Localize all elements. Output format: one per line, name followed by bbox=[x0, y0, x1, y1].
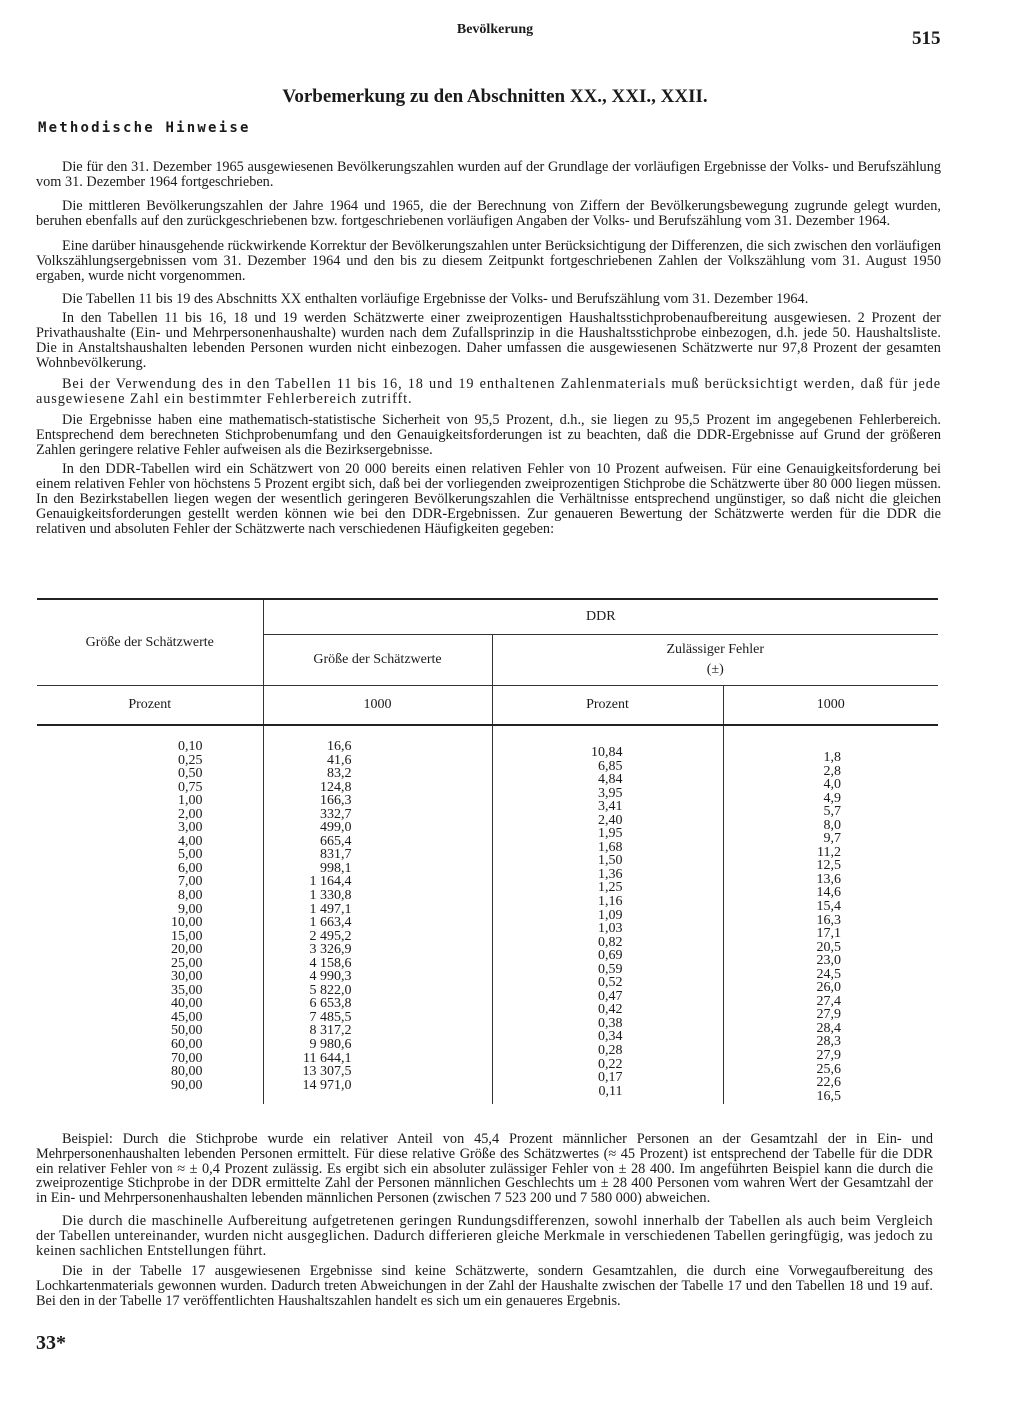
table-cell: 998,1 bbox=[320, 860, 352, 876]
table-cell: 0,59 bbox=[598, 961, 623, 977]
table-cell: 3 326,9 bbox=[309, 942, 352, 958]
table-cell: 665,4 bbox=[320, 833, 352, 849]
table-cell: 0,50 bbox=[178, 766, 203, 782]
table-cell: 0,52 bbox=[598, 975, 623, 991]
table-cell: 41,6 bbox=[327, 752, 352, 768]
table-cell: 6,85 bbox=[598, 758, 623, 774]
table-cell: 13,6 bbox=[816, 871, 841, 887]
table-cell: 0,22 bbox=[598, 1056, 623, 1072]
table-cell: 4,9 bbox=[823, 790, 841, 806]
table-cell: 5,00 bbox=[178, 847, 203, 863]
table-cell: 3,95 bbox=[598, 785, 623, 801]
table-cell: 1 164,4 bbox=[309, 874, 352, 890]
table-cell: 4,84 bbox=[598, 772, 623, 788]
table-cell: 332,7 bbox=[320, 806, 352, 822]
table-cell: 14 971,0 bbox=[302, 1077, 352, 1093]
table-cell: 10,84 bbox=[591, 745, 623, 760]
group-header-ddr: DDR bbox=[263, 599, 938, 635]
column-size-percent bbox=[37, 725, 263, 1104]
table-cell: 10,00 bbox=[171, 915, 203, 931]
table-cell: 24,5 bbox=[816, 966, 841, 982]
table-cell: 4,0 bbox=[823, 777, 841, 793]
table-cell: 8 317,2 bbox=[309, 1023, 352, 1039]
unit-1000-error: 1000 bbox=[723, 686, 938, 726]
table-cell: 8,00 bbox=[178, 888, 203, 904]
paragraph-rounding: Die durch die maschinelle Aufbereitung aufgetretenen geringen Rundungsdifferenzen, sowohl innerhalb der Tabellen als auch beim Vergleich der Tabellen untereinander, wurden nicht ausgeglichen. Dadurch differieren gleiche Merkmale in verschiedenen Tabellen geringfügig, was jedoch zu keinen sachlichen Entstellungen führt. bbox=[36, 1212, 933, 1259]
table-cell: 1,25 bbox=[598, 880, 623, 896]
page-title: Vorbemerkung zu den Abschnitten XX., XXI., XXII. bbox=[282, 86, 708, 107]
table-cell: 28,3 bbox=[816, 1034, 841, 1050]
table-cell: 4 990,3 bbox=[309, 969, 352, 985]
table-cell: 1,16 bbox=[598, 894, 623, 910]
error-header-sub: (±) bbox=[706, 662, 724, 677]
table-cell: 27,9 bbox=[816, 1007, 841, 1023]
table-cell: 83,2 bbox=[327, 766, 352, 782]
table-cell: 0,38 bbox=[598, 1015, 623, 1031]
unit-prozent-error: Prozent bbox=[492, 686, 723, 726]
page-number: 515 bbox=[912, 28, 941, 49]
signature-mark: 33* bbox=[36, 1332, 66, 1354]
running-header: Bevölkerung bbox=[456, 22, 534, 37]
table-cell: 45,00 bbox=[171, 1009, 203, 1025]
intro-paragraphs bbox=[36, 160, 941, 537]
table-cell: 1 497,1 bbox=[309, 901, 352, 917]
table-cell: 16,5 bbox=[816, 1088, 841, 1104]
table-cell: 4 158,6 bbox=[309, 955, 352, 971]
section-heading: Methodische Hinweise bbox=[38, 120, 251, 136]
table-cell: 20,00 bbox=[171, 942, 203, 958]
table-cell: 25,6 bbox=[816, 1061, 841, 1077]
table-cell: 9,00 bbox=[178, 901, 203, 917]
table-cell: 0,28 bbox=[598, 1043, 623, 1059]
unit-prozent: Prozent bbox=[37, 686, 263, 726]
table-cell: 166,3 bbox=[320, 793, 352, 809]
error-table bbox=[37, 598, 938, 1104]
table-cell: 40,00 bbox=[171, 996, 203, 1012]
column-error-1000 bbox=[723, 725, 938, 1104]
table-cell: 11 644,1 bbox=[303, 1050, 352, 1066]
table-cell: 7 485,5 bbox=[309, 1009, 352, 1025]
table-cell: 0,42 bbox=[598, 1002, 623, 1018]
table-cell: 1,00 bbox=[178, 793, 203, 809]
col-header-size-ddr: Größe der Schätzwerte bbox=[263, 635, 492, 686]
table-cell: 499,0 bbox=[320, 820, 352, 836]
table-cell: 1 330,8 bbox=[309, 888, 352, 904]
paragraph-1: Die für den 31. Dezember 1965 ausgewiesenen Bevölkerungszahlen wurden auf der Grundlage der vorläufigen Ergebnisse der Volks- und Berufszählung vom 31. Dezember 1964 fortgeschrieben. bbox=[36, 159, 941, 190]
table-cell: 26,0 bbox=[816, 980, 841, 996]
table-cell: 0,10 bbox=[178, 739, 203, 754]
table-cell: 5 822,0 bbox=[309, 982, 352, 998]
paragraph-table17: Die in der Tabelle 17 ausgewiesenen Ergebnisse sind keine Schätzwerte, sondern Gesamtzahlen, die durch eine Vorwegaufbereitung des Lochkartenmaterials gewonnen wurden. Dadurch treten Abweichungen in der Zahl der Haushalte zwischen der Tabelle 17 und den Tabellen 18 und 19 auf. Bei den in der Tabelle 17 veröffentlichten Haushaltszahlen handelt es sich um ein genaueres Ergebnis. bbox=[36, 1263, 933, 1309]
table-cell: 1,8 bbox=[823, 750, 841, 765]
paragraph-3: Eine darüber hinausgehende rückwirkende Korrektur der Bevölkerungszahlen unter Berücksichtigung der Differenzen, die sich zwischen den vorläufigen Volkszählungsergebnissen vom 31. Dezember 1964 und den bis zu diesem Zeitpunkt fortgeschriebenen Zahlen der Volkszählung vom 31. August 1950 ergaben, wurde nicht vorgenommen. bbox=[36, 238, 941, 284]
table-cell: 3,00 bbox=[178, 820, 203, 836]
table-cell: 5,7 bbox=[823, 804, 841, 820]
table-cell: 6 653,8 bbox=[309, 996, 352, 1012]
table-cell: 16,3 bbox=[816, 912, 841, 928]
table-cell: 124,8 bbox=[320, 779, 352, 795]
table-cell: 27,4 bbox=[816, 993, 841, 1009]
table-cell: 20,5 bbox=[816, 939, 841, 955]
table-cell: 831,7 bbox=[320, 847, 352, 863]
closing-paragraphs bbox=[36, 1132, 933, 1309]
table-cell: 2,00 bbox=[178, 806, 203, 822]
table-cell: 16,6 bbox=[327, 739, 352, 754]
table-cell: 0,82 bbox=[598, 934, 623, 950]
table-cell: 0,47 bbox=[598, 988, 623, 1004]
table-cell: 11,2 bbox=[817, 844, 841, 860]
table-cell: 2,8 bbox=[823, 763, 841, 779]
table-cell: 0,75 bbox=[178, 779, 203, 795]
table-cell: 90,00 bbox=[171, 1077, 203, 1093]
table-cell: 0,69 bbox=[598, 948, 623, 964]
table-cell: 7,00 bbox=[178, 874, 203, 890]
table-cell: 4,00 bbox=[178, 833, 203, 849]
column-size-1000 bbox=[263, 725, 492, 1104]
table-cell: 1,03 bbox=[598, 921, 623, 937]
table-cell: 1,95 bbox=[598, 826, 623, 842]
table-cell: 80,00 bbox=[171, 1064, 203, 1080]
paragraph-2: Die mittleren Bevölkerungszahlen der Jahre 1964 und 1965, die der Berechnung von Ziffern der Bevölkerungsbewegung zugrunde gelegt wurden, beruhen ebenfalls auf den zurückgeschriebenen bzw. fortgeschriebenen vorläufigen Angaben der Volks- und Berufszählung vom 31. Dezember 1964. bbox=[36, 198, 941, 229]
table-cell: 27,9 bbox=[816, 1048, 841, 1064]
table-cell: 14,6 bbox=[816, 885, 841, 901]
table-cell: 13 307,5 bbox=[302, 1064, 352, 1080]
table-cell: 0,25 bbox=[178, 752, 203, 768]
table-cell: 6,00 bbox=[178, 860, 203, 876]
table-cell: 0,17 bbox=[598, 1070, 623, 1086]
paragraph-7: Die Ergebnisse haben eine mathematisch-statistische Sicherheit von 95,5 Prozent, d.h., sie liegen zu 95,5 Prozent im angegebenen Fehlerbereich. Entsprechend dem berechneten Stichprobenumfang und den Genauigkeitsforderungen ist zu beachten, daß die DDR-Ergebnisse auf Grund der größeren Zahlen geringere relative Fehler aufweisen als die Bezirksergebnisse. bbox=[36, 412, 941, 458]
table-cell: 2 495,2 bbox=[309, 928, 352, 944]
table-cell: 25,00 bbox=[171, 955, 203, 971]
paragraph-8: In den DDR-Tabellen wird ein Schätzwert von 20 000 bereits einen relativen Fehler von 10 Prozent aufweisen. Für eine Genauigkeitsforderung bei einem relativen Fehler von höchstens 5 Prozent ergibt sich, daß bei der vorliegenden zweiprozentigen Stichprobe die Schätzwerte über 80 000 liegen müssen. In den Bezirkstabellen liegen wegen der wesentlich geringeren Bevölkerungszahlen die Verhältnisse entsprechend ungünstiger, so daß nicht die gleichen Genauigkeitsforderungen gestellt werden können wie bei den DDR-Ergebnissen. Zur genaueren Bewertung der Schätzwerte werden für die DDR die relativen und absoluten Fehler der Schätzwerte nach verschiedenen Häufigkeiten gegeben: bbox=[36, 461, 941, 537]
col-header-size: Größe der Schätzwerte bbox=[85, 634, 214, 650]
column-error-percent bbox=[492, 725, 723, 1104]
table-cell: 70,00 bbox=[171, 1050, 203, 1066]
table-cell: 17,1 bbox=[816, 926, 841, 942]
table-cell: 35,00 bbox=[171, 982, 203, 998]
table-cell: 1,09 bbox=[598, 907, 623, 923]
table-cell: 1,36 bbox=[598, 866, 623, 882]
col-header-error bbox=[492, 635, 938, 686]
table-cell: 9 980,6 bbox=[309, 1037, 352, 1053]
table-cell: 12,5 bbox=[816, 858, 841, 874]
paragraph-6: Bei der Verwendung des in den Tabellen 11 bis 16, 18 und 19 enthaltenen Zahlenmaterials muß berücksichtigt werden, daß für jede ausgewiesene Zahl ein bestimmter Fehlerbereich zutrifft. bbox=[36, 376, 941, 407]
table-cell: 15,4 bbox=[816, 899, 841, 915]
table-cell: 9,7 bbox=[823, 831, 841, 847]
table-cell: 0,11 bbox=[598, 1083, 623, 1099]
unit-1000: 1000 bbox=[263, 686, 492, 726]
error-header-label: Zulässiger Fehler bbox=[666, 642, 765, 657]
table-cell: 60,00 bbox=[171, 1037, 203, 1053]
table-cell: 2,40 bbox=[598, 812, 623, 828]
table-cell: 1 663,4 bbox=[309, 915, 352, 931]
table-cell: 0,34 bbox=[598, 1029, 623, 1045]
table-cell: 1,68 bbox=[598, 839, 623, 855]
table-cell: 22,6 bbox=[816, 1075, 841, 1091]
table-cell: 30,00 bbox=[171, 969, 203, 985]
table-cell: 15,00 bbox=[171, 928, 203, 944]
paragraph-4: Die Tabellen 11 bis 19 des Abschnitts XX enthalten vorläufige Ergebnisse der Volks- und Berufszählung vom 31. Dezember 1964. bbox=[62, 291, 809, 307]
table-cell: 1,50 bbox=[598, 853, 623, 869]
table-cell: 23,0 bbox=[816, 953, 841, 969]
table-cell: 28,4 bbox=[816, 1020, 841, 1036]
paragraph-5: In den Tabellen 11 bis 16, 18 und 19 werden Schätzwerte einer zweiprozentigen Haushaltsstichprobenaufbereitung ausgewiesen. 2 Prozent der Privathaushalte (Ein- und Mehrpersonenhaushalte) wurden nach dem Zufallsprinzip in die Haushaltsstichprobe einbezogen, d.h. jede 50. Haushaltsliste. Die in Anstaltshaushalten lebenden Personen wurden nicht einbezogen. Daher umfassen die ausgewiesenen Schätzwerte nur 97,8 Prozent der gesamten Wohnbevölkerung. bbox=[36, 310, 941, 371]
table-cell: 3,41 bbox=[598, 799, 623, 815]
table-cell: 50,00 bbox=[171, 1023, 203, 1039]
table-cell: 8,0 bbox=[823, 817, 841, 833]
paragraph-example: Beispiel: Durch die Stichprobe wurde ein relativer Anteil von 45,4 Prozent männlicher Personen an der Gesamtzahl der in Ein- und Mehrpersonenhaushalten lebenden Personen ermittelt. Für diese relative Größe des Schätzwertes (≈ 45 Prozent) ist entsprechend der Tabelle für die DDR ein relativer Fehler von ≈ ± 0,4 Prozent zulässig. Es ergibt sich ein absoluter zulässiger Fehler von ± 28 400. Im angeführten Beispiel kann die durch die zweiprozentige Stichprobe in der DDR ermittelte Zahl der Personen männlichen Geschlechts um ± 28 400 Personen vom wahren Wert der Gesamtzahl der in Ein- und Mehrpersonenhaushalten lebenden männlichen Personen (zwischen 7 523 200 und 7 580 000) abweichen. bbox=[36, 1131, 933, 1207]
